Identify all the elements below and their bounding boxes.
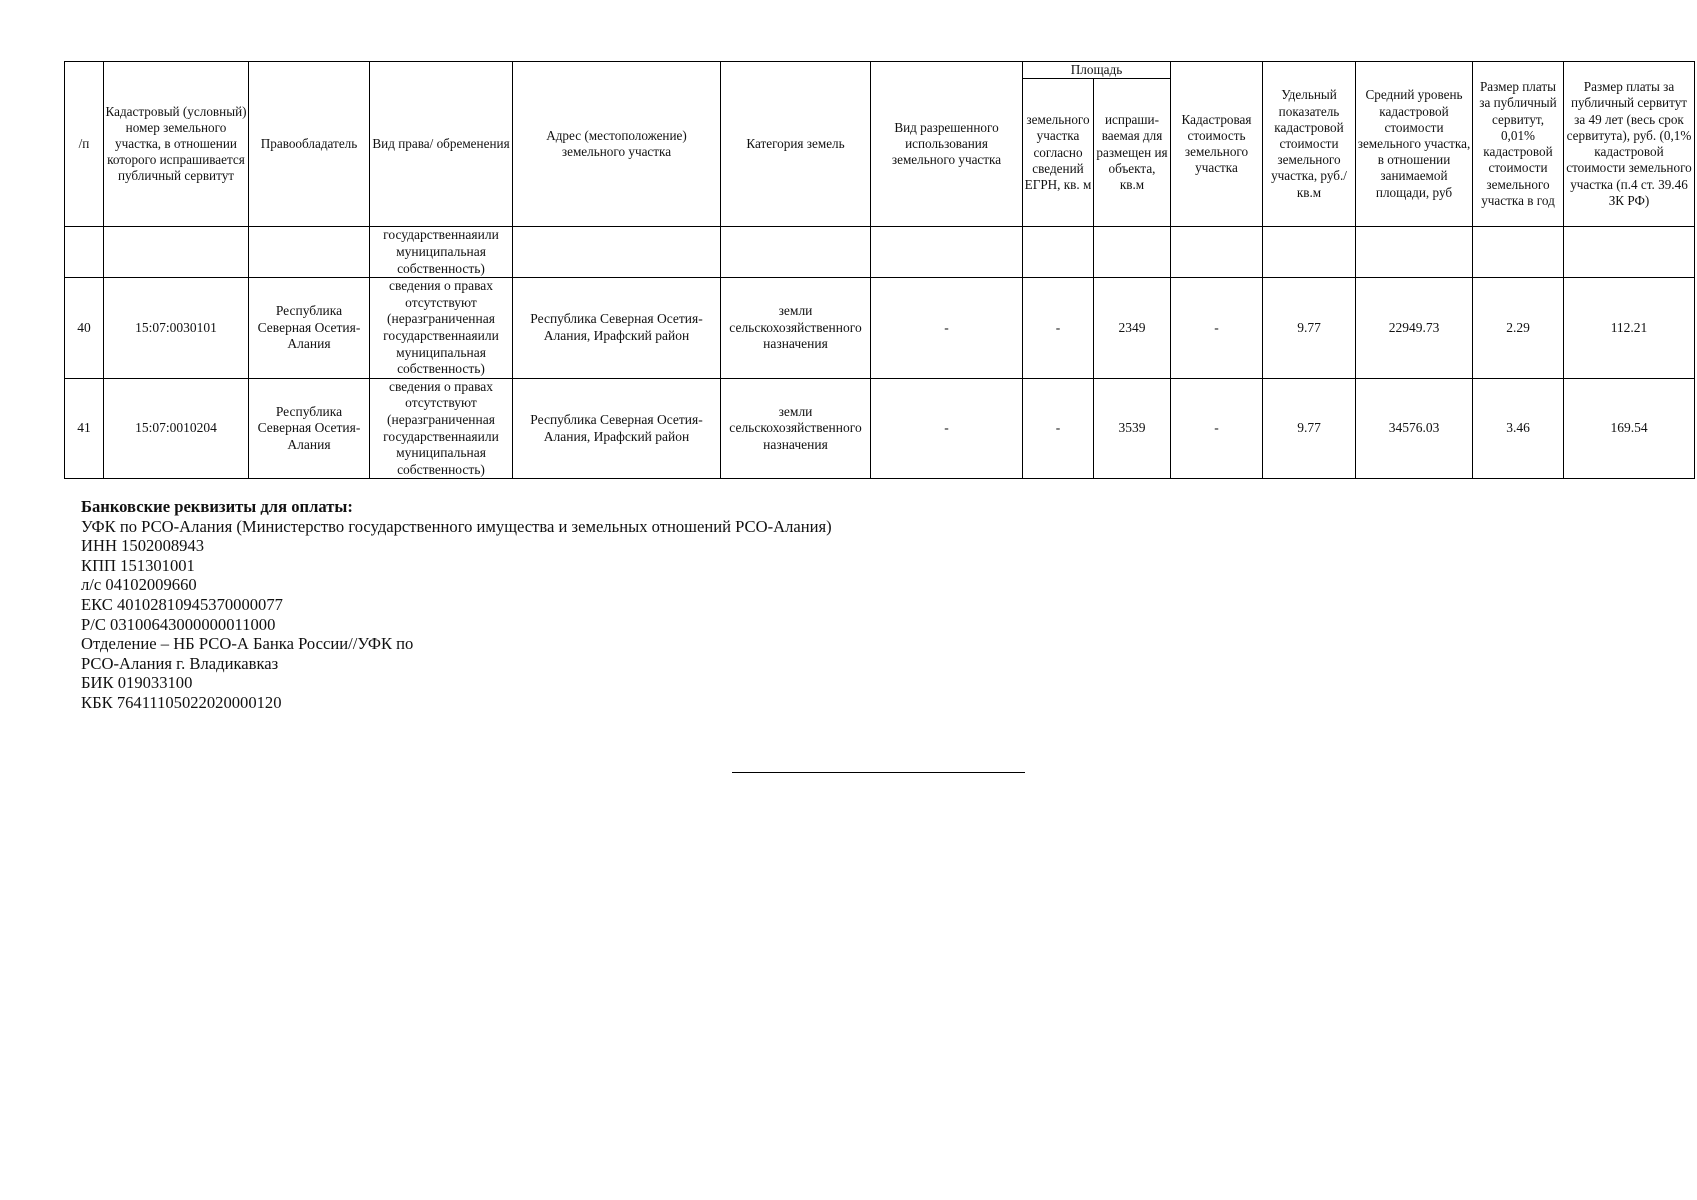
signature-line bbox=[732, 772, 1025, 773]
header-num: /п bbox=[65, 62, 104, 227]
bank-details bbox=[81, 497, 832, 713]
table-row bbox=[65, 278, 1695, 379]
cell-land-category: земли сельскохозяйственного назначения bbox=[721, 378, 871, 479]
table-cell bbox=[249, 227, 370, 278]
cell-right-type: сведения о правах отсутствуют (неразграниченная государственнаяили муниципальная собственность) bbox=[370, 378, 513, 479]
header-right-type: Вид права/ обременения bbox=[370, 62, 513, 227]
header-area-requested: испраши-ваемая для размещен ия объекта, кв.м bbox=[1094, 79, 1171, 227]
table-cell bbox=[1564, 227, 1695, 278]
cell-cadastral-cost: - bbox=[1171, 278, 1263, 379]
cell-cadastral-number: 15:07:0030101 bbox=[104, 278, 249, 379]
cell-area-egrn: - bbox=[1023, 378, 1094, 479]
cell-average-level: 34576.03 bbox=[1356, 378, 1473, 479]
cell-cadastral-cost: - bbox=[1171, 378, 1263, 479]
cell-num: 41 bbox=[65, 378, 104, 479]
table-cell bbox=[1263, 227, 1356, 278]
cell-right-continuation: государственнаяили муниципальная собственность) bbox=[370, 227, 513, 278]
cell-fee-per-year: 3.46 bbox=[1473, 378, 1564, 479]
cell-permitted-use: - bbox=[871, 378, 1023, 479]
header-owner: Правообладатель bbox=[249, 62, 370, 227]
header-land-category: Категория земель bbox=[721, 62, 871, 227]
cell-specific-cost: 9.77 bbox=[1263, 378, 1356, 479]
table-cell bbox=[104, 227, 249, 278]
cell-land-category: земли сельскохозяйственного назначения bbox=[721, 278, 871, 379]
bank-settlement-account: Р/С 03100643000000011000 bbox=[81, 614, 276, 634]
table-cell bbox=[513, 227, 721, 278]
bank-kbk: КБК 76411105022020000120 bbox=[81, 692, 282, 712]
cell-area-egrn: - bbox=[1023, 278, 1094, 379]
header-area-group: Площадь bbox=[1023, 62, 1171, 79]
header-average-level: Средний уровень кадастровой стоимости земельного участка, в отношении занимаемой площади, руб bbox=[1356, 62, 1473, 227]
table-cell bbox=[871, 227, 1023, 278]
table-row-continuation bbox=[65, 227, 1695, 278]
bank-kpp: КПП 151301001 bbox=[81, 555, 195, 575]
bank-details-title: Банковские реквизиты для оплаты: bbox=[81, 497, 353, 516]
header-specific-cost: Удельный показатель кадастровой стоимости земельного участка, руб./кв.м bbox=[1263, 62, 1356, 227]
servitude-table bbox=[64, 61, 1695, 479]
header-fee-per-year: Размер платы за публичный сервитут, 0,01% кадастровой стоимости земельного участка в год bbox=[1473, 62, 1564, 227]
bank-recipient: УФК по РСО-Алания (Министерство государственного имущества и земельных отношений РСО-Алания) bbox=[81, 516, 832, 536]
cell-address: Республика Северная Осетия-Алания, Ирафский район bbox=[513, 378, 721, 479]
table-cell bbox=[1171, 227, 1263, 278]
bank-inn: ИНН 1502008943 bbox=[81, 536, 205, 556]
cell-owner: Республика Северная Осетия-Алания bbox=[249, 378, 370, 479]
cell-permitted-use: - bbox=[871, 278, 1023, 379]
cell-average-level: 22949.73 bbox=[1356, 278, 1473, 379]
bank-branch: Отделение – НБ РСО-А Банка России//УФК по bbox=[81, 634, 414, 654]
table-row bbox=[65, 378, 1695, 479]
table-cell bbox=[721, 227, 871, 278]
cell-right-type: сведения о правах отсутствуют (неразграниченная государственнаяили муниципальная собственность) bbox=[370, 278, 513, 379]
cell-owner: Республика Северная Осетия-Алания bbox=[249, 278, 370, 379]
header-cadastral-cost: Кадастровая стоимость земельного участка bbox=[1171, 62, 1263, 227]
cell-cadastral-number: 15:07:0010204 bbox=[104, 378, 249, 479]
cell-specific-cost: 9.77 bbox=[1263, 278, 1356, 379]
table-cell bbox=[1023, 227, 1094, 278]
header-area-egrn: земельного участка согласно сведений ЕГРН, кв. м bbox=[1023, 79, 1094, 227]
cell-address: Республика Северная Осетия-Алания, Ирафский район bbox=[513, 278, 721, 379]
table-cell bbox=[1356, 227, 1473, 278]
header-fee-49-years: Размер платы за публичный сервитут за 49 лет (весь срок сервитута), руб. (0,1% кадастровой стоимости земельного участка (п.4 ст. 39.46 ЗК РФ) bbox=[1564, 62, 1695, 227]
bank-personal-account: л/с 04102009660 bbox=[81, 575, 197, 595]
table-cell bbox=[65, 227, 104, 278]
table-cell bbox=[1473, 227, 1564, 278]
cell-fee-49-years: 112.21 bbox=[1564, 278, 1695, 379]
table-cell bbox=[1094, 227, 1171, 278]
header-cadastral-number: Кадастровый (условный) номер земельного участка, в отношении которого испрашивается публичный сервитут bbox=[104, 62, 249, 227]
bank-branch-city: РСО-Алания г. Владикавказ bbox=[81, 653, 279, 673]
cell-fee-49-years: 169.54 bbox=[1564, 378, 1695, 479]
cell-area-requested: 2349 bbox=[1094, 278, 1171, 379]
header-address: Адрес (местоположение) земельного участка bbox=[513, 62, 721, 227]
header-permitted-use: Вид разрешенного использования земельного участка bbox=[871, 62, 1023, 227]
bank-bik: БИК 019033100 bbox=[81, 673, 193, 693]
cell-fee-per-year: 2.29 bbox=[1473, 278, 1564, 379]
bank-eks: ЕКС 40102810945370000077 bbox=[81, 594, 283, 614]
cell-num: 40 bbox=[65, 278, 104, 379]
cell-area-requested: 3539 bbox=[1094, 378, 1171, 479]
